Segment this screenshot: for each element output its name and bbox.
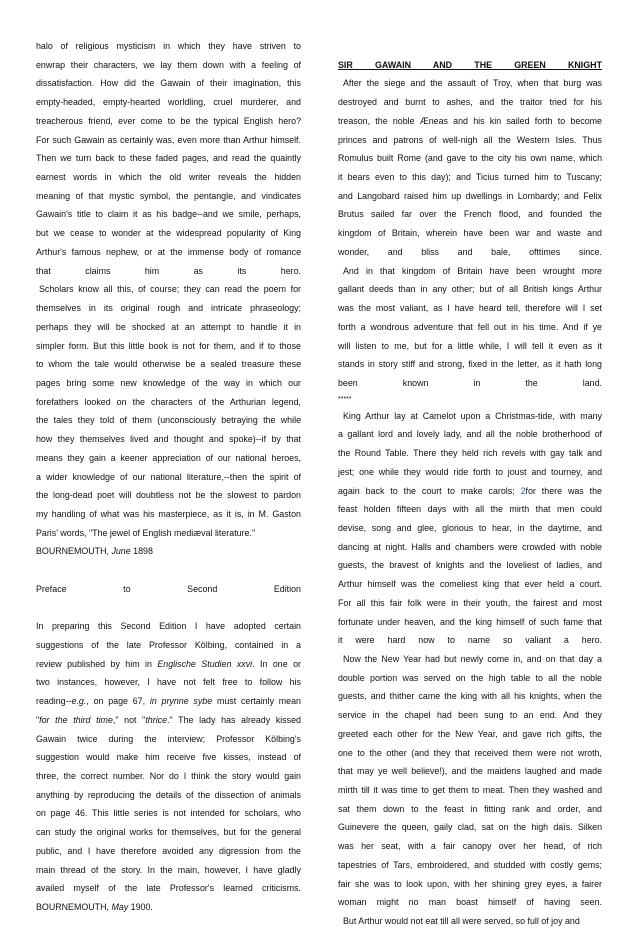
- text-line: kingdom of Britain, wherein have been war and waste and: [338, 228, 602, 239]
- text-line: pages bring some new knowledge of the way in which our: [36, 377, 301, 388]
- preface-heading: Preface to Second Edition: [36, 583, 301, 594]
- signature-month: June: [111, 546, 131, 557]
- italic-run: e.g.: [71, 696, 87, 707]
- text-run: ": [36, 714, 40, 725]
- text-line: sat them down to the feast in fitting rank and order, and: [338, 803, 602, 814]
- text-line: it were hard now to name so valiant a hero.: [338, 635, 602, 646]
- text-line: to whom the tale would otherwise be a sealed treasure these: [36, 359, 301, 370]
- text-line: feast holden fifteen days with all the mirth that men could: [338, 504, 602, 515]
- text-line: Then we turn back to these faded pages, and read the quaintly: [36, 153, 301, 164]
- text-line: [36, 655, 301, 674]
- text-line: forth a wondrous adventure that fell out in his time. And if ye: [338, 321, 602, 332]
- text-line: Scholars know all this, of course; they can read the poem for: [39, 284, 301, 295]
- text-line: double portion was served on the high table to all the noble: [338, 672, 602, 683]
- signature-second-edition: [36, 898, 301, 917]
- text-run: ," not ": [112, 714, 146, 725]
- text-line: main thread of the story. In the main, however, I have gladly: [36, 864, 301, 875]
- text-line: King Arthur lay at Camelot upon a Christmas-tide, with many: [343, 410, 602, 421]
- text-line: on page 46. This little series is not intended for scholars, who: [36, 808, 301, 819]
- text-line: In preparing this Second Edition I have adopted certain: [36, 621, 301, 632]
- text-line: dancing at night. Halls and chambers were crowded with noble: [338, 541, 602, 552]
- text-run: for there was the: [525, 485, 602, 496]
- left-column: [36, 37, 301, 917]
- text-line: treacherous friend, ever come to be the typical English hero?: [36, 115, 301, 126]
- text-line: service in the chapel had been sung to an end. And they: [338, 710, 602, 721]
- text-line: guests, the bravest of knights and the loveliest of ladies, and: [338, 560, 602, 571]
- text-line: a wider knowledge of our national literature,--then the spirit of: [36, 471, 301, 482]
- spacer: [338, 37, 602, 56]
- section-break-stars: *****: [338, 395, 352, 403]
- text-line: three, the correct number. Nor do I think the story would gain: [36, 771, 301, 782]
- text-line: tapestries of Tars, embroidered, and studded with costly gems;: [338, 859, 602, 870]
- text-run: , on page 67,: [86, 696, 150, 707]
- text-line: the long-dead poet will doubtless not be the slowest to pardon: [36, 490, 301, 501]
- text-line: [36, 692, 301, 711]
- text-line: stands in story stiff and strong, fixed in the letter, as it hath long: [338, 359, 602, 370]
- signature-place: BOURNEMOUTH,: [36, 546, 112, 557]
- text-line: how they themselves lived and thought and spoke)--if by that: [36, 434, 301, 445]
- right-paragraph-1: [338, 74, 602, 261]
- text-line: public, and I have therefore avoided any digression from the: [36, 845, 301, 856]
- text-run: reading--: [36, 696, 72, 707]
- text-line: halo of religious mysticism in which they have striven to: [36, 41, 301, 51]
- text-line: [338, 482, 602, 501]
- text-line: Gawain's title to claim it as his badge--and we smile, perhaps,: [36, 209, 301, 220]
- italic-run: for the third time: [39, 714, 113, 725]
- right-paragraph-4: [338, 650, 602, 912]
- right-paragraph-3: [338, 407, 602, 650]
- text-run: . In one or: [252, 658, 301, 669]
- right-column: [338, 37, 602, 931]
- text-run: review published by him in: [36, 658, 158, 669]
- text-line: Arthur himself was the comeliest king that ever held a court.: [338, 579, 602, 590]
- chapter-title: SIR GAWAIN AND THE GREEN KNIGHT: [338, 59, 602, 70]
- spacer: [36, 561, 301, 580]
- text-run: ." The lady has already kissed: [167, 714, 301, 725]
- text-line: it bears even to this day); and Ticius turned him to Tuscany;: [338, 172, 602, 183]
- text-line: fortunate under heaven, and the king himself of such fame that: [338, 616, 602, 627]
- text-line: Brutus sailed far over the French flood, and founded the: [338, 209, 602, 220]
- text-line: enwrap their characters, we lay them down with a feeling of: [36, 59, 301, 70]
- text-line: destroyed and burnt to ashes, and the traitor tried for his: [338, 97, 602, 108]
- text-line: But Arthur would not eat till all were served, so full of joy and: [343, 916, 580, 927]
- text-line: but we cease to wonder at the widespread popularity of King: [36, 228, 301, 239]
- text-line: and Langobard raised him up dwellings in Lombardy; and Felix: [338, 190, 602, 201]
- text-line: princes and patrons of well-nigh all the Western Isles. Thus: [338, 134, 602, 145]
- signature-place: BOURNEMOUTH,: [36, 902, 112, 913]
- text-line: Paris' words, "The jewel of English mediæval literature.": [36, 527, 256, 538]
- text-line: treason, the noble Æneas and his kin sailed forth to become: [338, 115, 602, 126]
- left-paragraph-3: [36, 617, 301, 898]
- text-line: For such Gawain as certainly was, even more than Arthur himself.: [36, 134, 301, 145]
- text-line: Arthur's famous nephew, or at the immense body of romance: [36, 246, 301, 257]
- text-line: one to the other (and they that received them were not wroth,: [338, 747, 602, 758]
- text-run: must certainly mean: [212, 696, 301, 707]
- text-line: gallant deeds than in any other; but of all British kings Arthur: [338, 284, 602, 295]
- text-line: means they gain a keener appreciation of our national heroes,: [36, 452, 301, 463]
- text-line: availed myself of the late Professor's learned criticisms.: [36, 883, 301, 894]
- footnote-link[interactable]: 2: [520, 485, 526, 496]
- text-line: the Round Table. There they held rich revels with gay talk and: [338, 448, 602, 459]
- text-line: wonder, and bliss and bale, ofttimes since.: [338, 246, 602, 257]
- signature-first-edition: [36, 542, 301, 561]
- text-line: suggestion would make him receive five kisses, instead of: [36, 752, 301, 763]
- left-paragraph-2: [36, 280, 301, 542]
- signature-year: 1898: [130, 546, 153, 557]
- text-line: my handling of what was his masterpiece, as it is, in M. Gaston: [36, 508, 301, 519]
- italic-quote: in prynne sybe: [149, 696, 213, 707]
- text-line: that claims him as its hero.: [36, 265, 301, 276]
- text-line: two instances, however, I have not felt free to follow his: [36, 677, 301, 688]
- text-line: simpler form. But this little book is not for them, and if to those: [36, 340, 301, 351]
- text-line: can study the original works for themselves, but for the general: [36, 827, 301, 838]
- text-run: again back to the court to make carols;: [338, 485, 521, 496]
- left-paragraph-1: [36, 37, 301, 280]
- signature-month: May: [111, 902, 129, 913]
- italic-run: thrice: [145, 714, 168, 725]
- text-line: meaning of that mystic symbol, the pentangle, and vindicates: [36, 190, 301, 201]
- text-line: perhaps they will be shocked at an attempt to handle it in: [36, 321, 301, 332]
- text-line: guests, and thither came the king with all his knights, when the: [338, 691, 602, 702]
- text-line: woman might no man boast himself of having seen.: [338, 897, 602, 908]
- text-line: Romulus built Rome (and gave to the city his own name, which: [338, 153, 602, 164]
- text-line: After the siege and the assault of Troy, when that burg was: [343, 78, 602, 89]
- text-line: [36, 711, 301, 730]
- journal-title: Englische Studien xxvi: [157, 658, 253, 669]
- text-line: empty-headed, empty-hearted worldling, cruel murderer, and: [36, 97, 301, 108]
- text-line: will listen to me, but for a little while, I will tell it even as it: [338, 340, 602, 351]
- text-line: mirth till it was time to get them to meat. Then they washed and: [338, 785, 602, 796]
- text-line: earnest words in which the old writer reveals the hidden: [36, 172, 301, 183]
- text-line: devise, song and glee, glorious to hear, in the daytime, and: [338, 522, 602, 533]
- text-line: And in that kingdom of Britain have been wrought more: [343, 265, 602, 276]
- text-line: For all this fair folk were in their youth, the fairest and most: [338, 597, 602, 608]
- text-line: been known in the land.: [338, 377, 602, 388]
- text-line: suggestions of the late Professor Kölbing, contained in a: [36, 640, 301, 650]
- text-line: jest; one while they would ride forth to joust and tourney, and: [338, 466, 602, 477]
- text-line: dissatisfaction. How did the Gawain of their imagination, this: [36, 78, 301, 89]
- right-paragraph-2: [338, 262, 602, 393]
- signature-year: 1900.: [128, 902, 153, 913]
- text-line: Gawain twice during the interview; Professor Kölbing's: [36, 733, 301, 744]
- text-line: fair she was to look upon, with her shining grey eyes, a fairer: [338, 878, 602, 889]
- text-line: themselves in its original rough and intricate phraseology;: [36, 303, 301, 314]
- text-line: anything by reproducing the details of the dissection of animals: [36, 789, 301, 800]
- text-line: Now the New Year had but newly come in, and on that day a: [343, 654, 602, 664]
- spacer: [36, 599, 301, 618]
- text-line: greeted each other for the New Year, and gave rich gifts, the: [338, 728, 602, 739]
- text-line: was her seat, with a fair canopy over her head, of rich: [338, 841, 602, 852]
- text-line: that may ye well believe!), and the maidens laughed and made: [338, 766, 602, 777]
- text-line: the tales they told of them (unconsciously betraying the while: [36, 415, 301, 426]
- text-line: a gallant lord and lovely lady, and all the noble brotherhood of: [338, 429, 602, 440]
- text-line: Guinevere the queen, gaily clad, sat on the high daïs. Silken: [338, 822, 602, 833]
- text-line: forefathers looked on the characters of the Arthurian legend,: [36, 396, 301, 407]
- text-line: was the most valiant, as I have heard tell, therefore will I set: [338, 303, 602, 314]
